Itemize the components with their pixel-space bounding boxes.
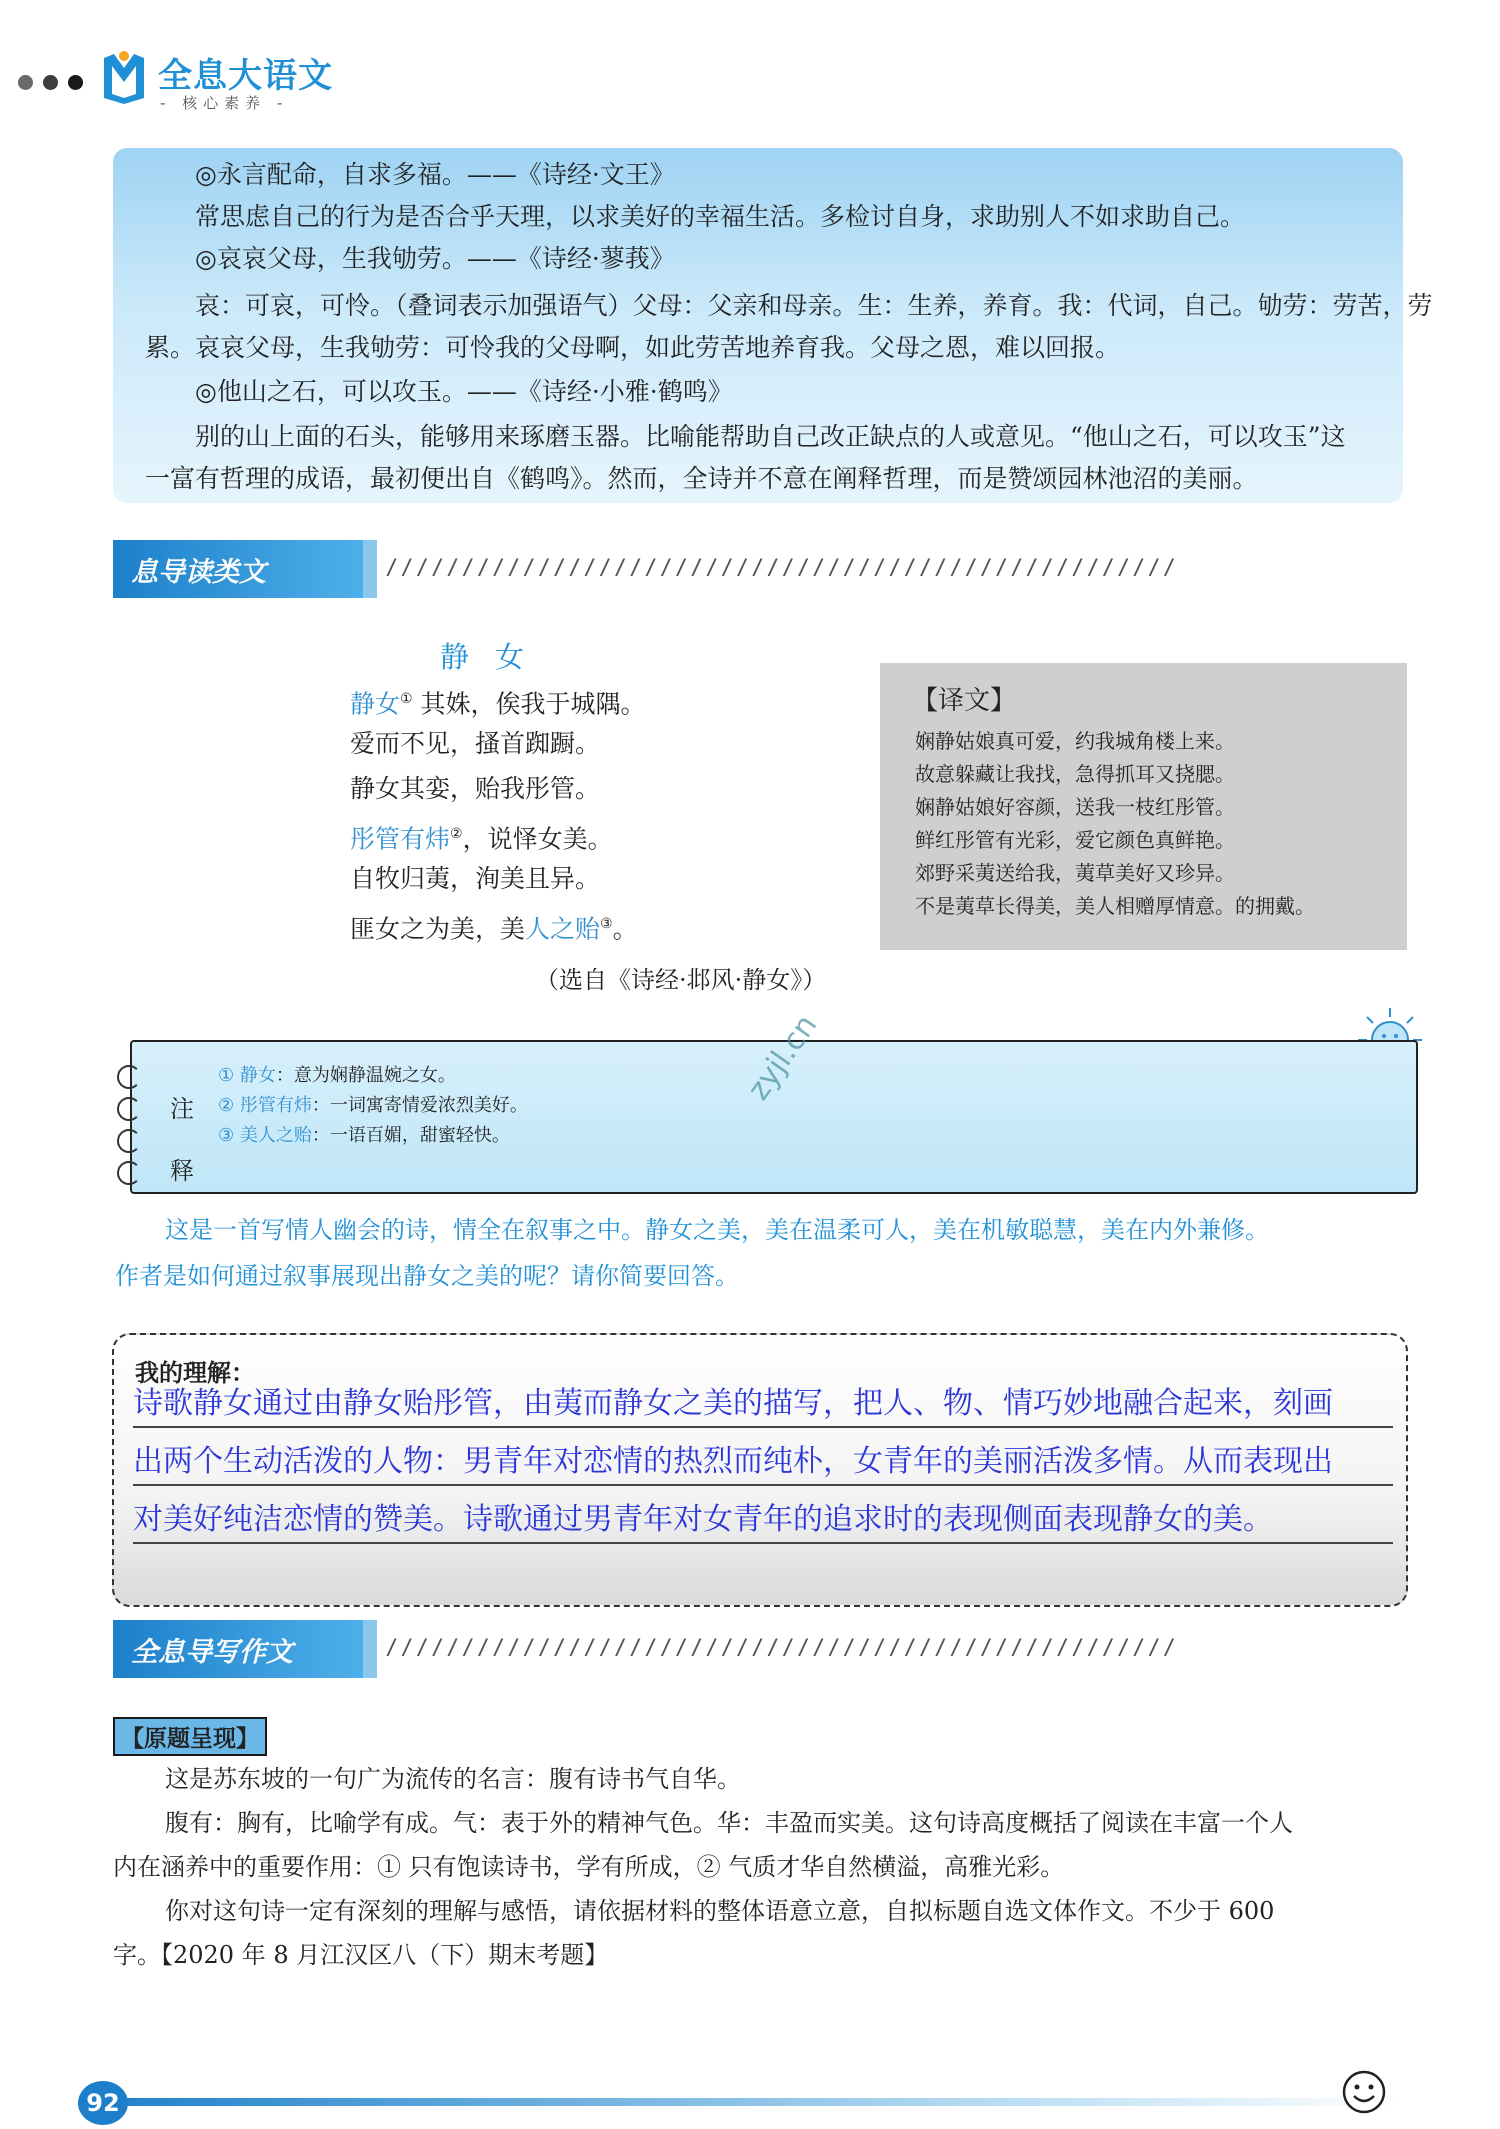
- notes-label-char: 注: [170, 1095, 194, 1123]
- poem-source: （选自《诗经·邶风·静女》）: [535, 966, 827, 994]
- quote-line: 别的山上面的石头，能够用来琢磨玉器。比喻能帮助自己改正缺点的人或意见。“他山之石，可以攻玉”这: [195, 422, 1346, 451]
- ring-icon: [117, 1129, 141, 1153]
- section-heading-label: 全息导写作文: [131, 1636, 293, 1668]
- quote-line: 常思虑自己的行为是否合乎天理，以求美好的幸福生活。多检讨自身，求助别人不如求助自己。: [195, 202, 1246, 231]
- poem-line: 静女① 其姝，俟我于城隅。: [350, 689, 646, 719]
- poem-line: 爱而不见，搔首踟蹰。: [350, 729, 601, 758]
- translation-line: 娴静姑娘好容颜，送我一枝红彤管。: [915, 795, 1235, 819]
- translation-line: 不是荑草长得美，美人相赠厚情意。的拥戴。: [915, 894, 1315, 918]
- poem-title: 静女: [440, 640, 551, 674]
- answer-label: 我的理解：: [135, 1359, 255, 1387]
- dot-icon: [43, 75, 58, 90]
- quote-line: ◎他山之石，可以攻玉。——《诗经·小雅·鹤鸣》: [195, 377, 733, 406]
- translation-title: 【译文】: [912, 686, 1017, 716]
- quote-line: 哀：可哀，可怜。（叠词表示加强语气）父母：父亲和母亲。生：生养，养育。我：代词，自己。劬劳：劳苦，劳: [195, 291, 1433, 320]
- page-number: 92: [78, 2081, 128, 2125]
- question-line: 这是一首写情人幽会的诗，情全在叙事之中。静女之美，美在温柔可人，美在机敏聪慧，美在内外兼修。: [165, 1216, 1269, 1244]
- note-item: ③ 美人之贻：一语百媚，甜蜜轻快。: [218, 1125, 510, 1146]
- writing-line: 内在涵养中的重要作用：① 只有饱读诗书，学有所成，② 气质才华自然横溢，高雅光彩。: [113, 1853, 1065, 1881]
- brand-subtitle: - 核心素养 -: [160, 94, 289, 112]
- quote-line: ◎永言配命，自求多福。——《诗经·文王》: [195, 160, 675, 189]
- dot-icon: [68, 75, 83, 90]
- brand-logo-icon: [100, 48, 148, 106]
- footer-bar: [80, 2098, 1400, 2106]
- poem-line: 静女其娈，贻我彤管。: [350, 774, 601, 803]
- writing-line: 字。【2020 年 8 月江汉区八（下）期末考题】: [113, 1941, 609, 1969]
- translation-line: 故意躲藏让我找，急得抓耳又挠腮。: [915, 762, 1235, 786]
- section-heading-reading: [113, 540, 363, 598]
- answer-line: 对美好纯洁恋情的赞美。诗歌通过男青年对女青年的追求时的表现侧面表现静女的美。: [133, 1502, 1273, 1537]
- answer-line: 出两个生动活泼的人物：男青年对恋情的热烈而纯朴，女青年的美丽活泼多情。从而表现出: [133, 1444, 1333, 1479]
- notebook-rings: [117, 1065, 141, 1193]
- answer-line: 诗歌静女通过由静女贻彤管，由荑而静女之美的描写，把人、物、情巧妙地融合起来，刻画: [133, 1386, 1333, 1421]
- answer-rule: [133, 1484, 1393, 1486]
- writing-line: 腹有：胸有，比喻学有成。气：表于外的精神气色。华：丰盈而实美。这句诗高度概括了阅读在丰富一个人: [165, 1809, 1293, 1837]
- poem-line: 自牧归荑，洵美且异。: [350, 864, 601, 893]
- writing-line: 这是苏东坡的一句广为流传的名言：腹有诗书气自华。: [165, 1765, 741, 1793]
- translation-line: 郊野采荑送给我，荑草美好又珍异。: [915, 861, 1235, 885]
- note-item: ① 静女：意为娴静温婉之女。: [218, 1065, 456, 1086]
- section-rule: ////////////////////////////////////////////////////: [385, 556, 1178, 576]
- section-rule: ////////////////////////////////////////////////////: [385, 1636, 1178, 1656]
- writing-line: 你对这句诗一定有深刻的理解与感悟，请依据材料的整体语意立意，自拟标题自选文体作文。不少于 600: [165, 1897, 1275, 1925]
- quote-line: 一富有哲理的成语，最初便出自《鹤鸣》。然而，全诗并不意在阐释哲理，而是赞颂园林池沼的美丽。: [145, 464, 1258, 493]
- translation-line: 娴静姑娘真可爱，约我城角楼上来。: [915, 729, 1235, 753]
- notes-label: [170, 1078, 200, 1202]
- poem-line: 匪女之为美，美人之贻③。: [350, 914, 638, 944]
- translation-line: 鲜红彤管有光彩，爱它颜色真鲜艳。: [915, 828, 1235, 852]
- smiley-icon: [1340, 2068, 1388, 2116]
- notes-label-char: 释: [170, 1157, 194, 1185]
- question-line: 作者是如何通过叙事展现出静女之美的呢？请你简要回答。: [115, 1262, 739, 1290]
- ring-icon: [117, 1161, 141, 1185]
- note-item: ② 彤管有炜：一词寓寄情爱浓烈美好。: [218, 1095, 528, 1116]
- quote-line: ◎哀哀父母，生我劬劳。——《诗经·蓼莪》: [195, 244, 675, 273]
- ring-icon: [117, 1065, 141, 1089]
- header-dots: [18, 75, 83, 90]
- ring-icon: [117, 1097, 141, 1121]
- dot-icon: [18, 75, 33, 90]
- poem-line: 彤管有炜②，说怿女美。: [350, 824, 613, 854]
- brand-title: 全息大语文: [158, 56, 333, 96]
- watermark: zyjl.cn: [740, 1008, 825, 1107]
- section-heading-writing: [113, 1620, 363, 1678]
- section-heading-label: 息导读类文: [131, 556, 266, 588]
- answer-rule: [133, 1426, 1393, 1428]
- answer-rule: [133, 1542, 1393, 1544]
- original-question-tag: 【原题呈现】: [113, 1717, 267, 1756]
- quote-line: 累。哀哀父母，生我劬劳：可怜我的父母啊，如此劳苦地养育我。父母之恩，难以回报。: [145, 333, 1121, 362]
